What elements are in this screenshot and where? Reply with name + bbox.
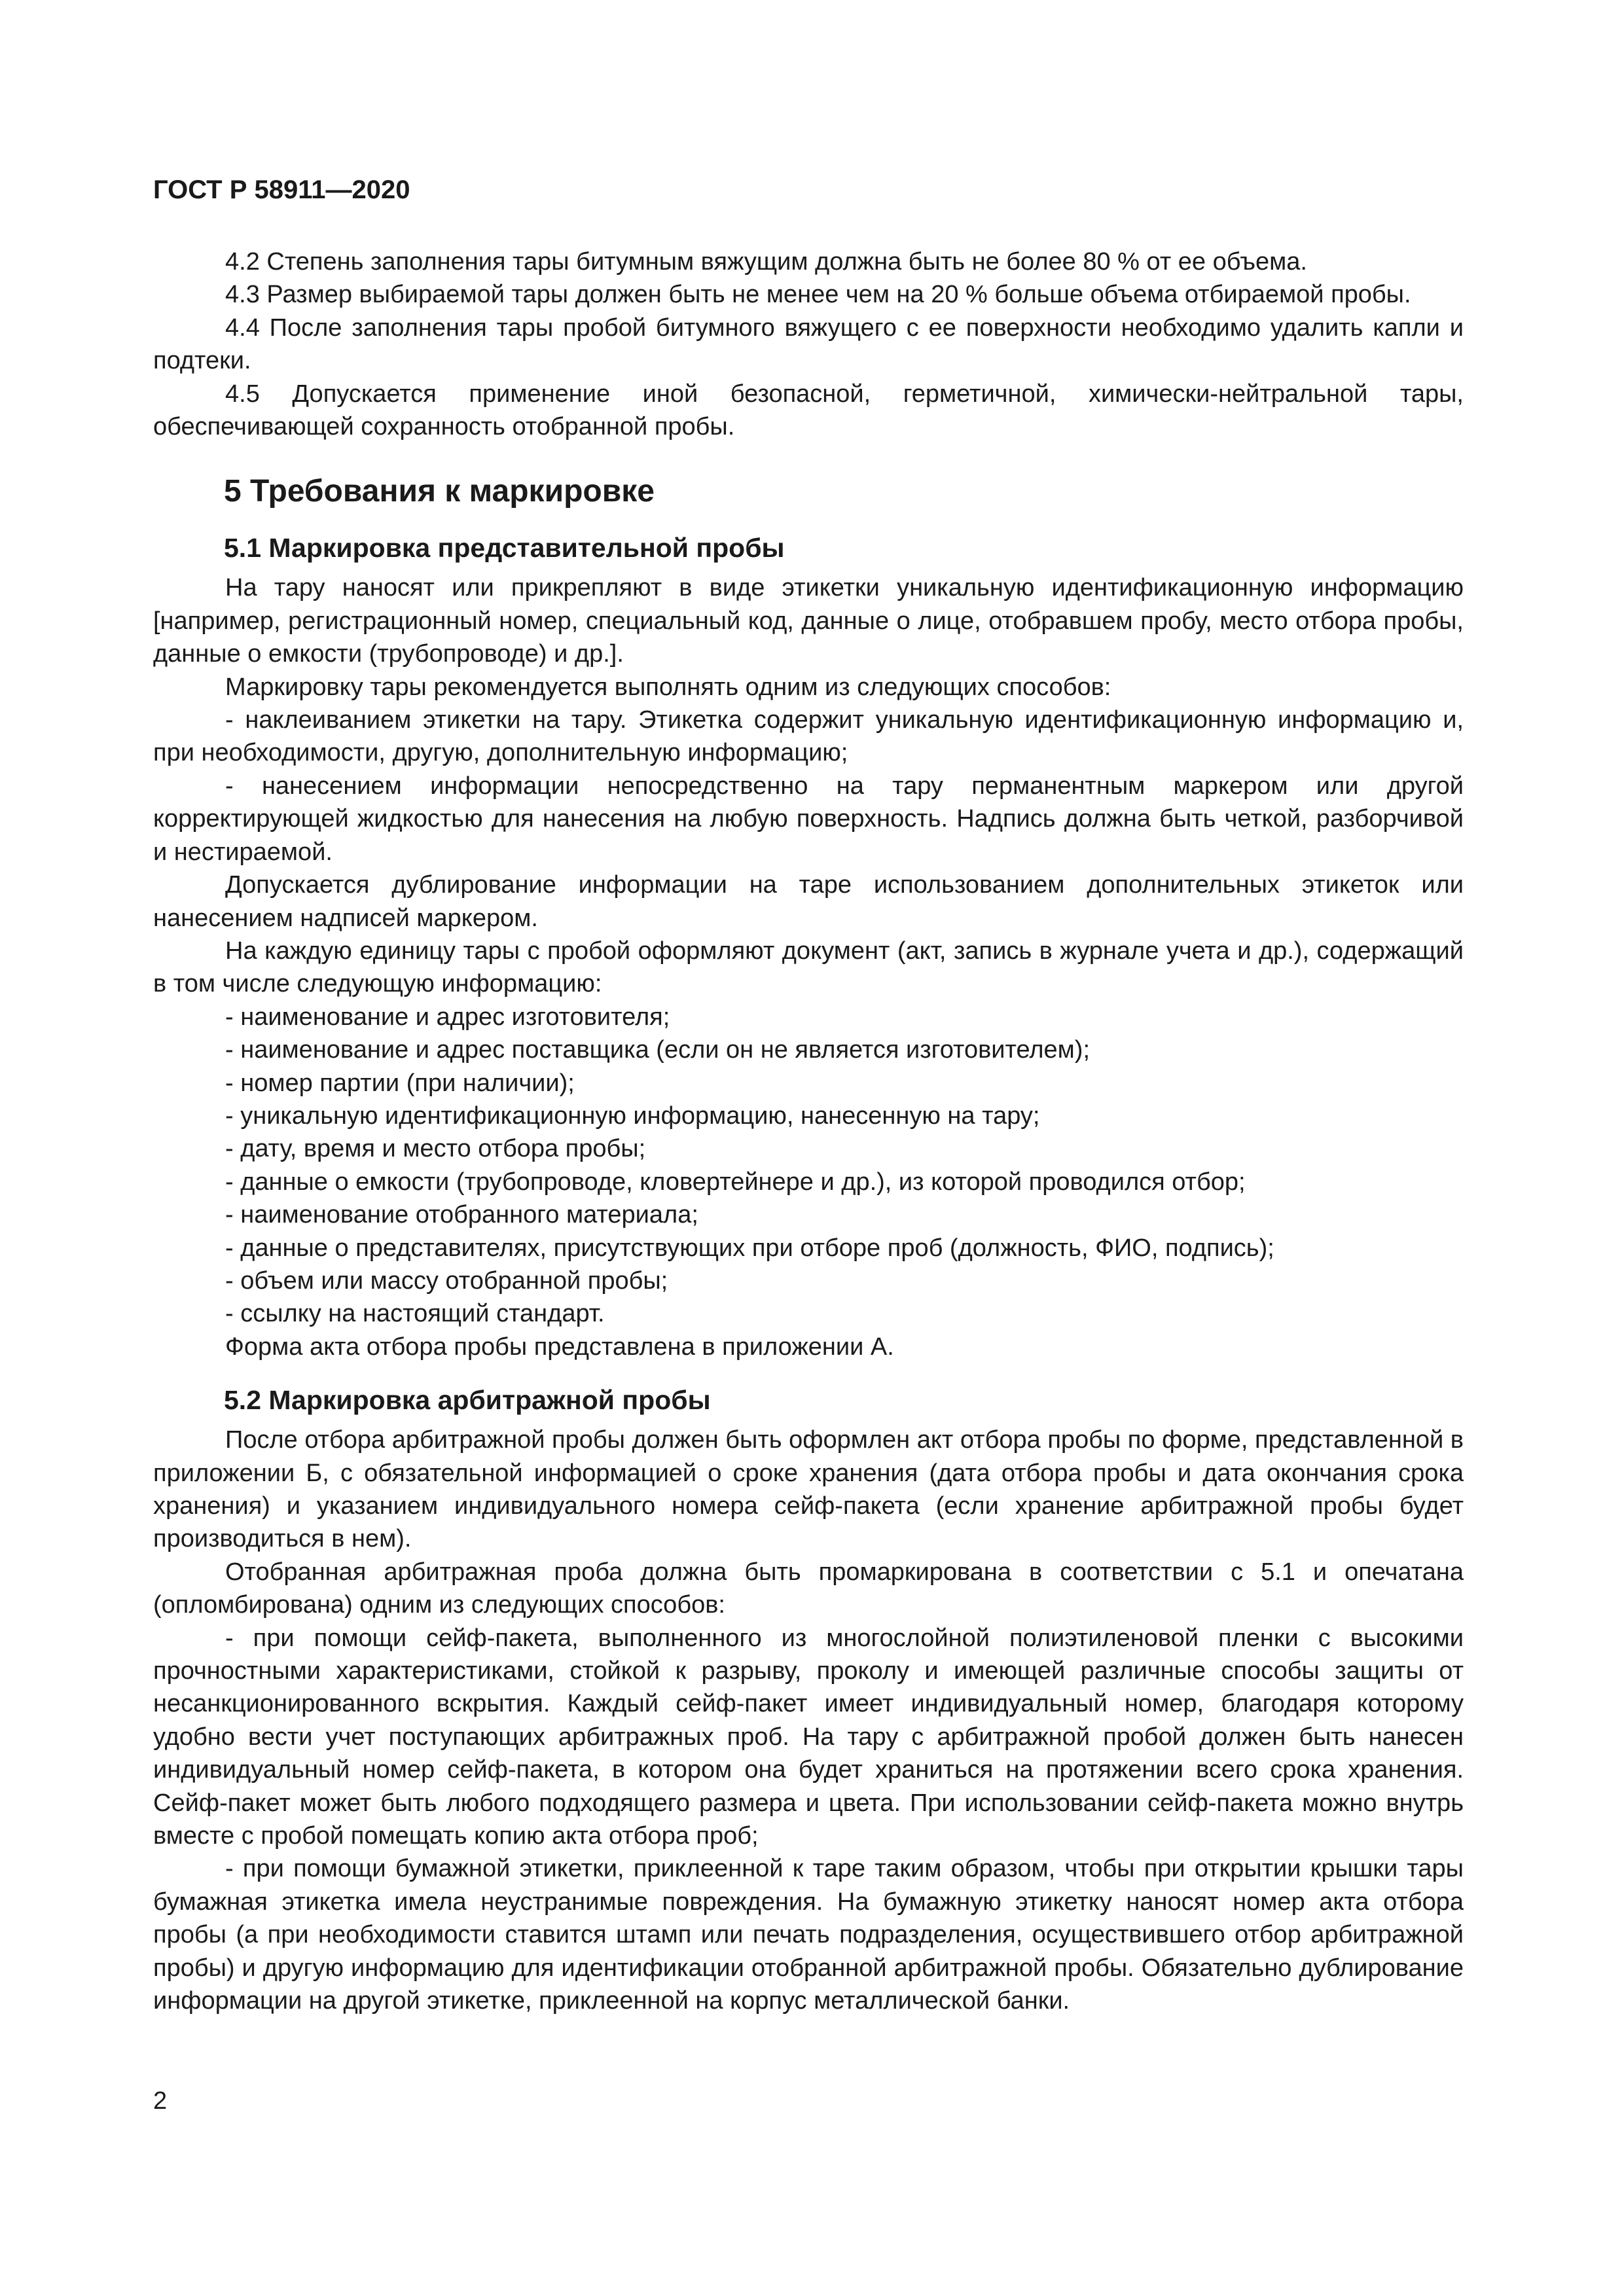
list-item: - наклеиванием этикетки на тару. Этикетка содержит уникальную идентификационную информацию и, при необходимости, другую, дополнительную информацию; — [153, 706, 1464, 767]
paragraph: Маркировку тары рекомендуется выполнять одним из следующих способов: — [225, 673, 1111, 701]
list-item: - данные о представителях, присутствующих при отборе проб (должность, ФИО, подпись); — [225, 1234, 1274, 1262]
paragraph: Отобранная арбитражная проба должна быть промаркирована в соответствии с 5.1 и опечатана (опломбирована) одним из следующих способов: — [153, 1558, 1464, 1619]
list-item: - уникальную идентификационную информацию, нанесенную на тару; — [225, 1102, 1040, 1130]
list-item: - наименование отобранного материала; — [225, 1201, 698, 1229]
list-item: - нанесением информации непосредственно на тару перманентным маркером или другой корректирующей жидкостью для нанесения на любую поверхность. Надпись должна быть четкой, разборчивой и нестираемой. — [153, 772, 1464, 866]
subsection-5-1-heading: 5.1 Маркировка представительной пробы — [224, 533, 785, 564]
clause-4-5: 4.5 Допускается применение иной безопасной, герметичной, химически-нейтральной тары, обеспечивающей сохранность отобранной пробы. — [153, 380, 1464, 441]
list-item: - объем или массу отобранной пробы; — [225, 1266, 668, 1295]
subsection-5-2-heading: 5.2 Маркировка арбитражной пробы — [224, 1385, 711, 1416]
list-item: - наименование и адрес поставщика (если он не является изготовителем); — [225, 1036, 1091, 1064]
paragraph: Допускается дублирование информации на таре использованием дополнительных этикеток или нанесением надписей маркером. — [153, 871, 1464, 932]
section-5-heading: 5 Требования к маркировке — [224, 474, 655, 509]
list-item: - при помощи бумажной этикетки, приклеенной к таре таким образом, чтобы при открытии крышки тары бумажная этикетка имела неустранимые повреждения. На бумажную этикетку наносят номер акта отбора пробы (а при необходимости ставится штамп или печать подразделения, осуществившего отбор арбитражной пробы) и другую информацию для идентификации отобранной арбитражной пробы. Обязательно дублирование информации на другой этикетке, приклеенной на корпус металлической банки. — [153, 1855, 1464, 2015]
clause-4-4: 4.4 После заполнения тары пробой битумного вяжущего с ее поверхности необходимо удалить капли и подтеки. — [153, 314, 1464, 375]
paragraph: Форма акта отбора пробы представлена в приложении А. — [225, 1333, 894, 1361]
list-item: - номер партии (при наличии); — [225, 1069, 575, 1097]
paragraph: На каждую единицу тары с пробой оформляют документ (акт, запись в журнале учета и др.), содержащий в том числе следующую информацию: — [153, 937, 1464, 998]
document-code: ГОСТ Р 58911—2020 — [153, 175, 410, 204]
list-item: - при помощи сейф-пакета, выполненного из многослойной полиэтиленовой пленки с высокими прочностными характеристиками, стойкой к разрыву, проколу и имеющей различные способы защиты от несанкционированного вскрытия. Каждый сейф-пакет имеет индивидуальный номер, благодаря которому удобно вести учет поступающих арбитражных проб. На тару с арбитражной пробой должен быть нанесен индивидуальный номер сейф-пакета, в котором она будет храниться на протяжении всего срока хранения. Сейф-пакет может быть любого подходящего размера и цвета. При использовании сейф-пакета можно внутрь вместе с пробой помещать копию акта отбора проб; — [153, 1624, 1464, 1850]
list-item: - ссылку на настоящий стандарт. — [225, 1300, 605, 1328]
list-item: - наименование и адрес изготовителя; — [225, 1003, 670, 1031]
page-number: 2 — [153, 2087, 168, 2115]
list-item: - данные о емкости (трубопроводе, кловертейнере и др.), из которой проводился отбор; — [225, 1168, 1246, 1196]
paragraph: На тару наносят или прикрепляют в виде этикетки уникальную идентификационную информацию [например, регистрационный номер, специальный код, данные о лице, отобравшем пробу, место отбора пробы, данные о емкости (трубопроводе) и др.]. — [153, 574, 1464, 668]
list-item: - дату, время и место отбора пробы; — [225, 1135, 646, 1163]
paragraph: После отбора арбитражной пробы должен быть оформлен акт отбора пробы по форме, представленной в приложении Б, с обязательной информацией о сроке хранения (дата отбора пробы и дата окончания срока хранения) и указанием индивидуального номера сейф-пакета (если хранение арбитражной пробы будет производиться в нем). — [153, 1426, 1464, 1553]
clause-4-2: 4.2 Степень заполнения тары битумным вяжущим должна быть не более 80 % от ее объема. — [225, 248, 1307, 276]
document-body — [153, 245, 1464, 2018]
clause-4-3: 4.3 Размер выбираемой тары должен быть не менее чем на 20 % больше объема отбираемой пробы. — [225, 281, 1411, 309]
